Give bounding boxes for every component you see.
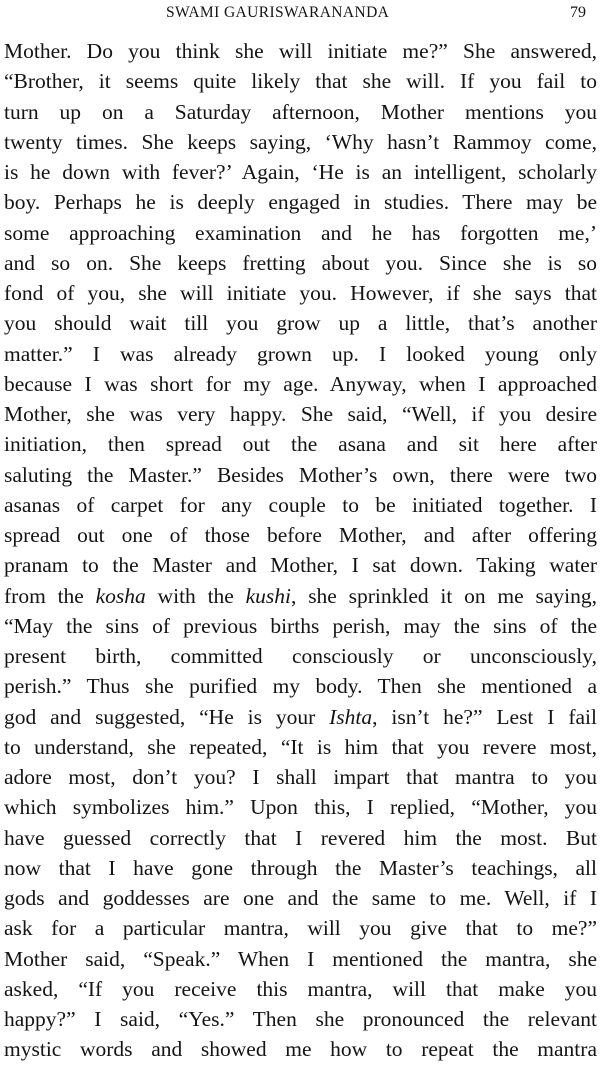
text-line bbox=[4, 248, 597, 278]
text-line bbox=[4, 1004, 597, 1034]
text-run: happy?” I said, “Yes.” Then she pronounced the relevant bbox=[4, 1007, 597, 1031]
text-run: twenty times. She keeps saying, ‘Why hasn’t Rammoy come, bbox=[4, 129, 597, 154]
text-run: Mother said, “Speak.” When I mentioned the mantra, she bbox=[4, 946, 597, 971]
text-run: initiation, then spread out the asana and sit here after bbox=[4, 432, 597, 457]
text-line bbox=[4, 308, 597, 338]
text-line bbox=[4, 732, 597, 762]
text-line bbox=[4, 187, 597, 217]
text-line bbox=[4, 913, 597, 943]
text-line bbox=[4, 641, 597, 671]
text-line bbox=[4, 97, 597, 127]
text-run: matter.” I was already grown up. I looked young only bbox=[4, 341, 597, 366]
text-line bbox=[4, 792, 597, 822]
text-line bbox=[4, 823, 597, 853]
text-run: mystic words and showed me how to repeat the mantra bbox=[4, 1037, 597, 1062]
text-run: “Brother, it seems quite likely that she will. If you fail to bbox=[4, 69, 597, 94]
running-header bbox=[0, 3, 600, 25]
text-run: ask for a particular mantra, will you give that to me?” bbox=[4, 916, 597, 941]
text-run: saluting the Master.” Besides Mother’s own, there were two bbox=[4, 462, 597, 487]
text-line bbox=[4, 974, 597, 1004]
text-run: gods and goddesses are one and the same to me. Well, if I bbox=[4, 886, 597, 910]
text-run: you should wait till you grow up a little, that’s another bbox=[4, 311, 597, 336]
text-line bbox=[4, 218, 597, 248]
text-line bbox=[4, 550, 597, 580]
text-run: have guessed correctly that I revered him the most. But bbox=[4, 825, 597, 850]
body-text bbox=[4, 36, 597, 1065]
running-title: SWAMI GAURISWARANANDA bbox=[166, 4, 390, 21]
text-run: from the bbox=[4, 583, 96, 608]
text-run: spread out one of those before Mother, and after offering bbox=[4, 523, 597, 547]
text-line bbox=[4, 460, 597, 490]
text-run: which symbolizes him.” Upon this, I replied, “Mother, you bbox=[4, 795, 597, 820]
text-run: god and suggested, “He is your bbox=[4, 704, 330, 729]
text-run: adore most, don’t you? I shall impart that mantra to you bbox=[4, 765, 597, 789]
text-run: Mother. Do you think she will initiate me?” She answered, bbox=[4, 39, 597, 63]
text-run: pranam to the Master and Mother, I sat down. Taking water bbox=[4, 553, 597, 578]
italic-term: kushi bbox=[245, 583, 292, 608]
text-run: and so on. She keeps fretting about you. Since she is so bbox=[4, 250, 597, 275]
text-line bbox=[4, 339, 597, 369]
text-run: “May the sins of previous births perish, may the sins of the bbox=[4, 613, 597, 638]
text-line bbox=[4, 853, 597, 883]
text-line bbox=[4, 36, 597, 66]
italic-term: kosha bbox=[95, 583, 146, 608]
text-run: perish.” Thus she purified my body. Then she mentioned a bbox=[4, 674, 597, 699]
text-line bbox=[4, 278, 597, 308]
text-line bbox=[4, 883, 597, 913]
text-line bbox=[4, 66, 597, 96]
text-line bbox=[4, 611, 597, 641]
text-line bbox=[4, 1034, 597, 1064]
page-number: 79 bbox=[570, 4, 586, 21]
text-line bbox=[4, 490, 597, 520]
text-line bbox=[4, 520, 597, 550]
text-run: because I was short for my age. Anyway, when I approached bbox=[4, 371, 597, 396]
text-line bbox=[4, 399, 597, 429]
text-run: fond of you, she will initiate you. However, if she says that bbox=[4, 281, 597, 305]
text-line bbox=[4, 127, 597, 157]
text-run: turn up on a Saturday afternoon, Mother mentions you bbox=[4, 99, 597, 124]
text-run: boy. Perhaps he is deeply engaged in studies. There may be bbox=[4, 190, 597, 215]
text-line bbox=[4, 429, 597, 459]
text-line bbox=[4, 762, 597, 792]
text-run: is he down with fever?’ Again, ‘He is an intelligent, scholarly bbox=[4, 160, 597, 184]
text-run: now that I have gone through the Master’s teachings, all bbox=[4, 855, 597, 880]
text-line bbox=[4, 369, 597, 399]
italic-term: Ishta bbox=[329, 704, 373, 729]
text-run: asked, “If you receive this mantra, will that make you bbox=[4, 976, 597, 1001]
text-line bbox=[4, 702, 597, 732]
text-run: some approaching examination and he has forgotten me,’ bbox=[4, 220, 597, 245]
text-run: Mother, she was very happy. She said, “Well, if you desire bbox=[4, 402, 597, 426]
text-run: with the bbox=[145, 583, 246, 608]
text-line bbox=[4, 944, 597, 974]
text-run: present birth, committed consciously or unconsciously, bbox=[4, 644, 597, 668]
text-line bbox=[4, 671, 597, 701]
text-run: to understand, she repeated, “It is him that you revere most, bbox=[4, 734, 597, 759]
text-run: , she sprinkled it on me saying, bbox=[291, 583, 597, 608]
text-run: asanas of carpet for any couple to be initiated together. I bbox=[4, 492, 597, 517]
text-line bbox=[4, 581, 597, 611]
text-line bbox=[4, 157, 597, 187]
text-run: , isn’t he?” Lest I fail bbox=[372, 704, 597, 729]
